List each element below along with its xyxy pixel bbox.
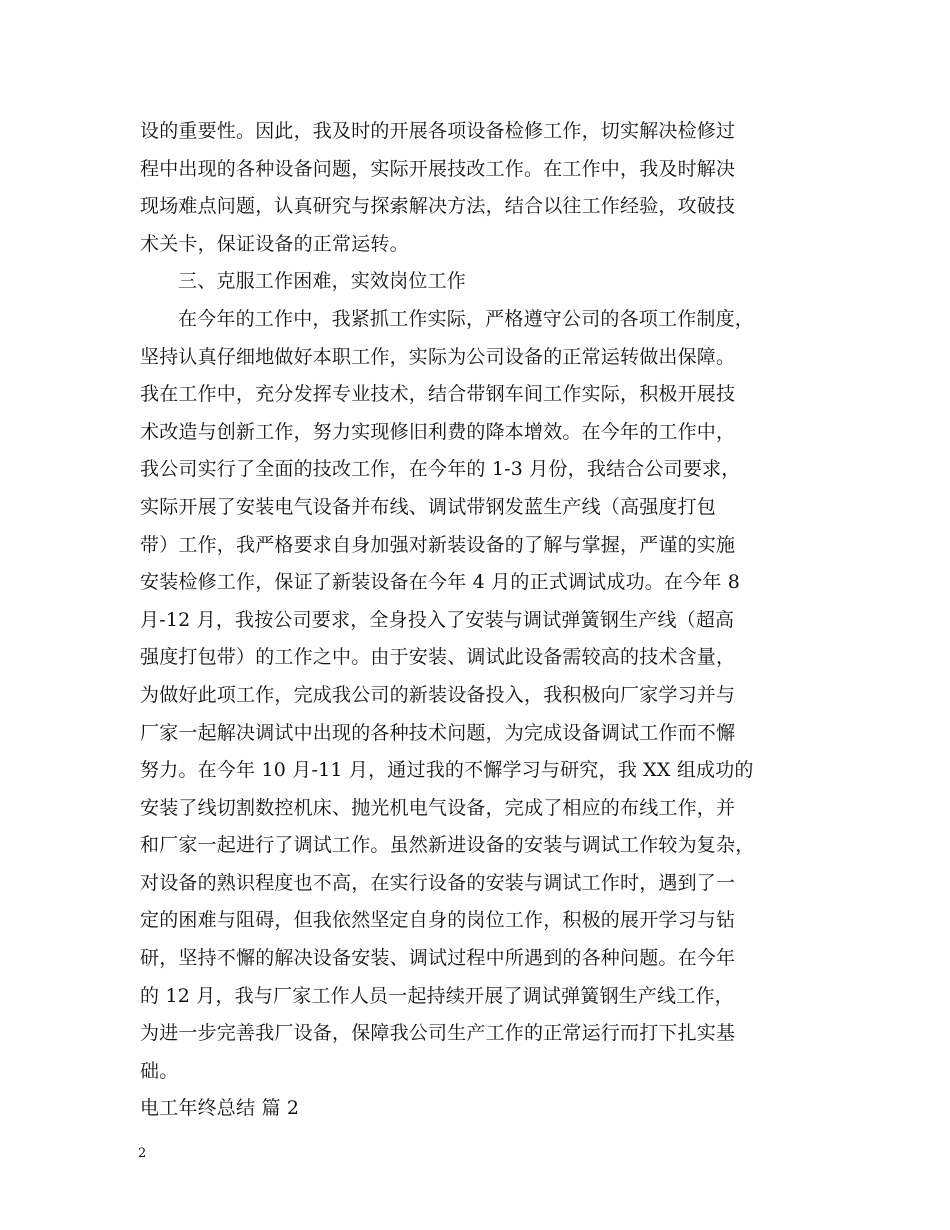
text-line: 定的困难与阻碍，但我依然坚定自身的岗位工作，积极的展开学习与钻 bbox=[140, 909, 736, 932]
text-line: 实际开展了安装电气设备并布线、调试带钢发蓝生产线（高强度打包 bbox=[140, 495, 717, 518]
text-line: 我在工作中，充分发挥专业技术，结合带钢车间工作实际，积极开展技 bbox=[140, 383, 736, 406]
text-line: 研，坚持不懈的解决设备安装、调试过程中所遇到的各种问题。在今年 bbox=[140, 947, 736, 970]
text-line: 安装了线切割数控机床、抛光机电气设备，完成了相应的布线工作，并 bbox=[140, 796, 736, 819]
text-line: 对设备的熟识程度也不高，在实行设备的安装与调试工作时，遇到了一 bbox=[140, 871, 736, 894]
text-line: 在今年的工作中，我紧抓工作实际，严格遵守公司的各项工作制度， bbox=[178, 307, 755, 330]
text-line: 电工年终总结 篇 2 bbox=[140, 1097, 300, 1120]
text-line: 的 12 月，我与厂家工作人员一起持续开展了调试弹簧钢生产线工作， bbox=[140, 984, 734, 1007]
text-line: 坚持认真仔细地做好本职工作，实际为公司设备的正常运转做出保障。 bbox=[140, 345, 736, 368]
text-line: 我公司实行了全面的技改工作，在今年的 1-3 月份，我结合公司要求， bbox=[140, 458, 741, 481]
text-line: 设的重要性。因此，我及时的开展各项设备检修工作，切实解决检修过 bbox=[140, 120, 736, 142]
text-line: 三、克服工作困难，实效岗位工作 bbox=[178, 270, 467, 293]
page-number: 2 bbox=[138, 1146, 147, 1161]
text-line: 为做好此项工作，完成我公司的新装设备投入，我积极向厂家学习并与 bbox=[140, 683, 736, 706]
text-line: 和厂家一起进行了调试工作。虽然新进设备的安装与调试工作较为复杂， bbox=[140, 834, 755, 857]
text-line: 厂家一起解决调试中出现的各种技术问题，为完成设备调试工作而不懈 bbox=[140, 721, 736, 744]
text-line: 月-12 月，我按公司要求，全身投入了安装与调试弹簧钢生产线（超高 bbox=[140, 608, 735, 631]
text-line: 努力。在今年 10 月-11 月，通过我的不懈学习与研究，我 XX 组成功的 bbox=[140, 759, 754, 782]
text-line: 程中出现的各种设备问题，实际开展技改工作。在工作中，我及时解决 bbox=[140, 157, 736, 180]
text-line: 术关卡，保证设备的正常运转。 bbox=[140, 232, 409, 255]
text-line: 现场难点问题，认真研究与探索解决方法，结合以往工作经验，攻破技 bbox=[140, 195, 736, 218]
text-line: 安装检修工作，保证了新装设备在今年 4 月的正式调试成功。在今年 8 bbox=[140, 571, 741, 594]
document-body bbox=[140, 113, 830, 1128]
text-line: 础。 bbox=[140, 1059, 179, 1082]
text-line: 带）工作，我严格要求自身加强对新装设备的了解与掌握，严谨的实施 bbox=[140, 533, 736, 556]
text-line: 术改造与创新工作，努力实现修旧利费的降本增效。在今年的工作中， bbox=[140, 420, 736, 443]
text-line: 强度打包带）的工作之中。由于安装、调试此设备需较高的技术含量， bbox=[140, 646, 736, 669]
text-line: 为进一步完善我厂设备，保障我公司生产工作的正常运行而打下扎实基 bbox=[140, 1022, 736, 1045]
